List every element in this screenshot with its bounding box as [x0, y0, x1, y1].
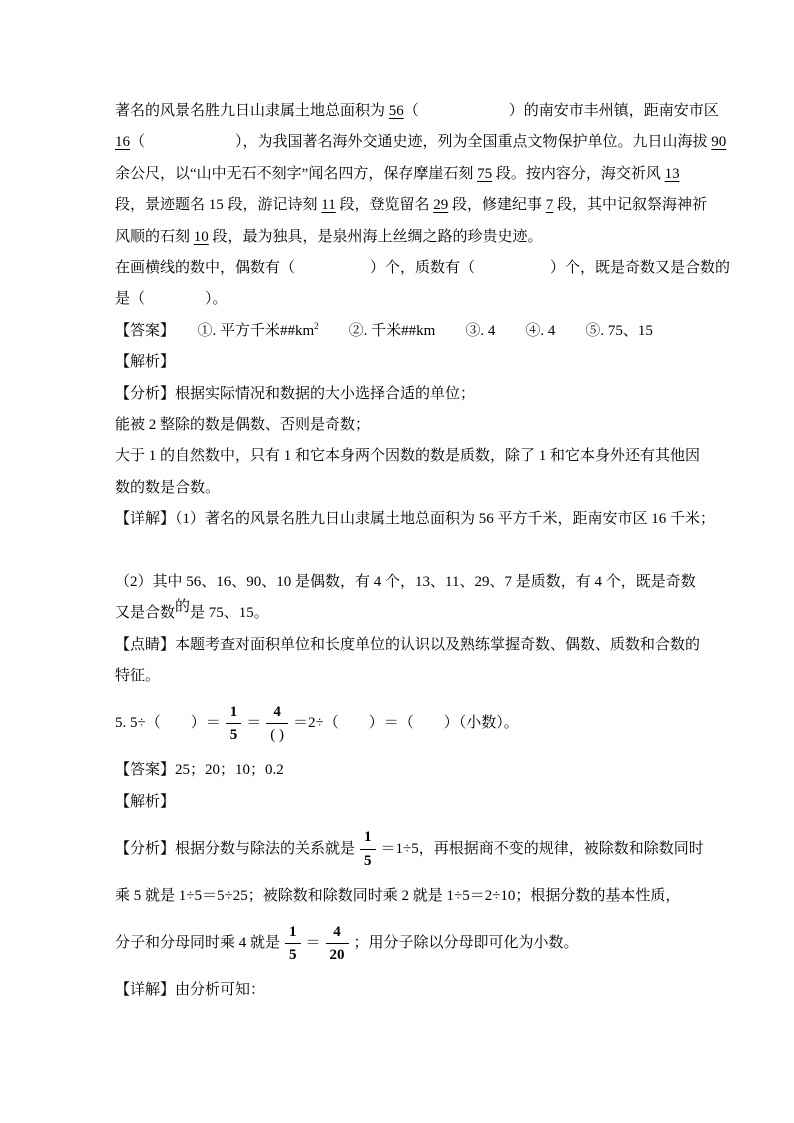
q4-xiangjie-3 — [115, 598, 735, 629]
text-segment: 余公尺，以“山中无石不刻字”闻名四方，保存摩崖石刻 — [115, 165, 478, 182]
underlined-number: 13 — [664, 165, 680, 182]
fraction-denominator: 5 — [289, 947, 297, 964]
q5-jiexi — [115, 787, 735, 818]
fraction — [326, 923, 349, 966]
q4-jiexi — [115, 347, 735, 378]
superscript: 2 — [314, 320, 319, 331]
underlined-number: 7 — [545, 197, 554, 214]
q4-question-1 — [115, 253, 735, 284]
q4-xiangjie-1 — [115, 504, 735, 535]
q4-dianjing-2 — [115, 661, 735, 692]
text-segment: 段，最为独具，是泉州海上丝绸之路的珍贵史迹。 — [208, 228, 543, 245]
q4-fenxi-1 — [115, 379, 735, 410]
text-segment: 特征。 — [115, 668, 161, 685]
q4-stem-2 — [115, 127, 735, 158]
q4-question-2 — [115, 284, 735, 315]
text-segment: 段，修建纪事 — [448, 197, 546, 214]
text-segment: 风顺的石刻 — [115, 228, 194, 245]
q4-stem-4 — [115, 190, 735, 221]
fraction — [360, 828, 376, 871]
text-segment: 【解析】 — [115, 354, 176, 371]
text-segment: 【解析】 — [115, 793, 176, 810]
text-segment: 又是合数 — [115, 605, 176, 622]
text-segment: ＝ — [305, 935, 321, 952]
fraction-numerator: 4 — [326, 923, 349, 945]
q5-xiangjie — [115, 975, 735, 1006]
q4-fenxi-3 — [115, 441, 735, 472]
fraction — [285, 923, 301, 966]
fraction-denominator: ( ) — [270, 727, 284, 744]
text-segment: （2）其中 56、16、90、10 是偶数，有 4 个，13、11、29、7 是质数，有 4 个，既是奇数 — [115, 573, 696, 590]
q5-fenxi-1 — [115, 818, 735, 881]
text-segment: 的 — [175, 599, 191, 616]
underlined-number: 16 — [115, 134, 130, 151]
underlined-number: 90 — [711, 134, 727, 151]
fraction-denominator: 5 — [229, 727, 238, 744]
text-segment: 段，其中记叙祭海神祈 — [553, 197, 708, 214]
underlined-number: 10 — [193, 228, 209, 245]
fraction-denominator: 5 — [364, 853, 372, 870]
q4-answer — [115, 316, 735, 347]
q4-xiangjie-2 — [115, 567, 735, 598]
text-segment: 分子和分母同时乘 4 就是 — [115, 935, 281, 952]
q4-stem-5 — [115, 222, 735, 253]
underlined-number: 11 — [321, 197, 336, 214]
text-segment: 【分析】根据分数与除法的关系就是 — [115, 841, 356, 857]
fraction-numerator: 4 — [266, 703, 288, 725]
q4-stem-3 — [115, 159, 735, 190]
fraction — [226, 703, 242, 746]
text-segment: 乘 5 就是 1÷5＝5÷25；被除数和除数同时乘 2 就是 1÷5＝2÷10；根据分数的基本性质， — [115, 887, 681, 904]
text-segment: 大于 1 的自然数中，只有 1 和它本身两个因数的数是质数，除了 1 和它本身外还有其他因 — [115, 448, 701, 465]
fraction — [266, 703, 288, 746]
text-segment: ；用分子除以分母即可化为小数。 — [353, 935, 579, 952]
q5-stem — [115, 692, 735, 755]
document-body — [115, 96, 735, 1006]
text-segment: 段，登览留名 — [335, 197, 434, 214]
text-segment: 在画横线的数中，偶数有（ ）个，质数有（ ）个，既是奇数又是合数的 — [115, 259, 731, 276]
text-segment: 段。按内容分，海交祈风 — [492, 165, 665, 182]
text-segment: （ ）的南安市丰州镇，距南安市区 — [403, 103, 719, 119]
text-segment: （ ），为我国著名海外交通史迹，列为全国重点文物保护单位。九日山海拔 — [130, 134, 712, 151]
q4-stem-1 — [115, 96, 735, 127]
text-segment: 段，景迹题名 15 段，游记诗刻 — [115, 197, 322, 214]
text-segment: 【答案】25；20；10；0.2 — [115, 762, 284, 779]
text-segment: 著名的风景名胜九日山隶属土地总面积为 — [115, 103, 389, 119]
text-segment: ＝1÷5，再根据商不变的规律，被除数和除数同时 — [380, 841, 704, 857]
fraction-numerator: 1 — [226, 703, 242, 725]
text-segment: 【详解】（1）著名的风景名胜九日山隶属土地总面积为 56 平方千米，距南安市区 16 千米； — [115, 511, 716, 528]
q4-dianjing-1 — [115, 630, 735, 661]
text-segment: ＝ — [246, 715, 262, 732]
underlined-number: 56 — [388, 103, 404, 119]
q5-answer — [115, 755, 735, 786]
text-segment: 是 75、15。 — [190, 605, 269, 622]
q5-fenxi-2 — [115, 881, 735, 912]
text-segment: 数的数是合数。 — [115, 479, 221, 496]
text-segment: 【分析】根据实际情况和数据的大小选择合适的单位； — [115, 385, 476, 402]
q5-fenxi-3 — [115, 912, 735, 975]
text-segment: ②. 千米##km ③. 4 ④. 4 ⑤. 75、15 — [318, 322, 653, 339]
text-segment: 能被 2 整除的数是偶数、否则是奇数； — [115, 416, 371, 433]
underlined-number: 29 — [433, 197, 449, 214]
q4-fenxi-2 — [115, 410, 735, 441]
fraction-numerator: 1 — [360, 828, 376, 850]
text-segment: 【点睛】本题考查对面积单位和长度单位的认识以及熟练掌握奇数、偶数、质数和合数的 — [115, 636, 701, 653]
q4-fenxi-4 — [115, 473, 735, 504]
fraction-denominator: 20 — [329, 947, 345, 964]
blank-line — [115, 535, 735, 566]
text-segment: ＝2÷（ ）＝（ ）（小数）。 — [293, 715, 519, 732]
text-segment: 【答案】 ①. 平方千米##km — [115, 322, 315, 339]
text-segment: 5. 5÷（ ）＝ — [115, 715, 221, 732]
text-segment: 【详解】由分析可知： — [115, 981, 266, 998]
fraction-numerator: 1 — [285, 923, 301, 945]
underlined-number: 75 — [477, 165, 493, 182]
text-segment: 是（ ）。 — [115, 291, 228, 308]
